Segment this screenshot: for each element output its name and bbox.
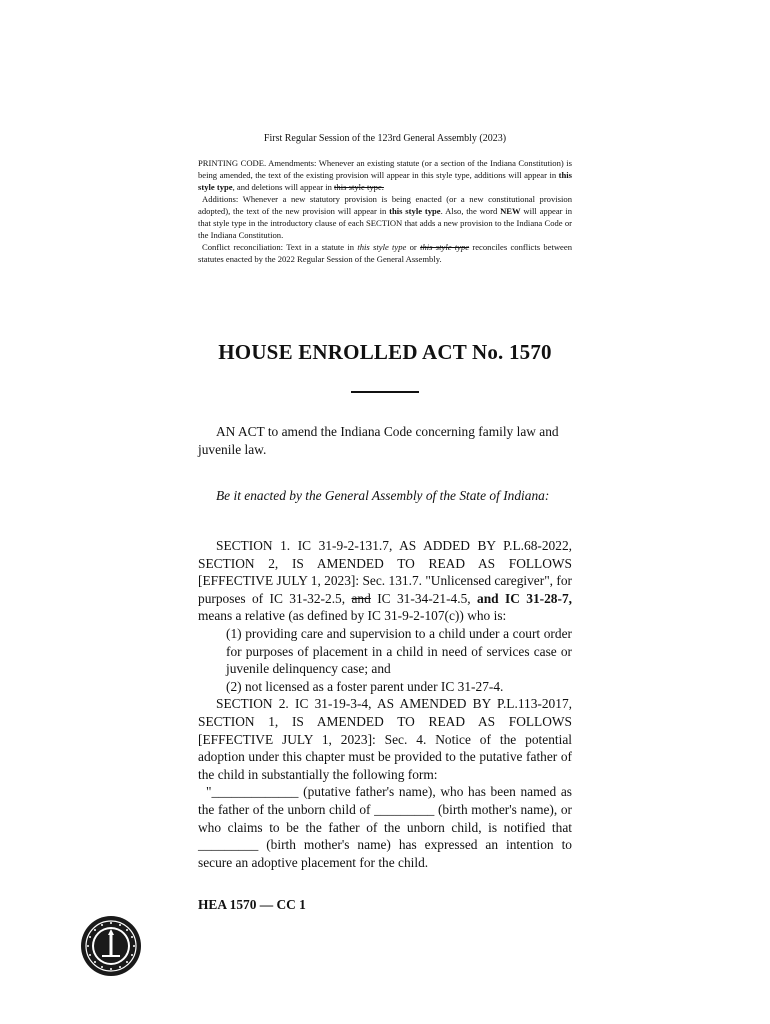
printing-code-additions: Additions: Whenever a new statutory provision is being enacted (or a new constitutional provision adopted), the text of the new provision will appear in this style type. Also, the word NEW will appear in that style type in the introductory clause of each SECTION that adds a new provision to the Indiana Code or the Indiana Constitution. <box>198 194 572 240</box>
act-description: AN ACT to amend the Indiana Code concerning family law and juvenile law. <box>198 424 559 457</box>
title-divider <box>351 391 419 393</box>
state-seal-icon <box>80 915 142 977</box>
act-title: HOUSE ENROLLED ACT No. 1570 <box>218 340 552 364</box>
enacting-clause: Be it enacted by the General Assembly of the State of Indiana: <box>216 488 550 503</box>
section-1: SECTION 1. IC 31-9-2-131.7, AS ADDED BY P.L.68-2022, SECTION 2, IS AMENDED TO READ AS FOLLOWS [EFFECTIVE JULY 1, 2023]: Sec. 131.7. "Unlicensed caregiver", for purposes of IC 31-32-2.5, and IC 31-34-21-4.5, and IC 31-28-7, means a relative (as defined by IC 31-9-2-107(c)) who is: <box>198 538 572 624</box>
printing-code-amendments: PRINTING CODE. Amendments: Whenever an existing statute (or a section of the Indiana Constitution) is being amended, the text of the existing provision will appear in this style type, additions will appear in this style type, and deletions will appear in this style type. <box>198 158 572 192</box>
section-2: SECTION 2. IC 31-19-3-4, AS AMENDED BY P.L.113-2017, SECTION 1, IS AMENDED TO READ AS FOLLOWS [EFFECTIVE JULY 1, 2023]: Sec. 4. Notice of the potential adoption under this chapter must be provided to the putative father of the child in substantially the following form: <box>198 696 572 782</box>
section-1-item-1: (1) providing care and supervision to a child under a court order for purposes of placement in a child in need of services case or juvenile delinquency case; and <box>226 625 572 677</box>
document-footer: HEA 1570 — CC 1 <box>198 897 306 912</box>
section-2-notice-quote: "_____________ (putative father's name), who has been named as the father of the unborn child of _________ (birth mother's name), or who claims to be the father of the unborn child, is notified that _________ (birth mother's name) has expressed an intention to secure an adoptive placement for the child. <box>198 784 572 870</box>
session-header: First Regular Session of the 123rd General Assembly (2023) <box>263 133 507 144</box>
printing-code-conflict: Conflict reconciliation: Text in a statute in this style type or this style type reconciles conflicts between statutes enacted by the 2022 Regular Session of the General Assembly. <box>198 242 572 264</box>
section-1-item-2: (2) not licensed as a foster parent under IC 31-27-4. <box>226 678 504 694</box>
printing-code-notice <box>198 157 572 265</box>
act-body <box>198 537 572 871</box>
